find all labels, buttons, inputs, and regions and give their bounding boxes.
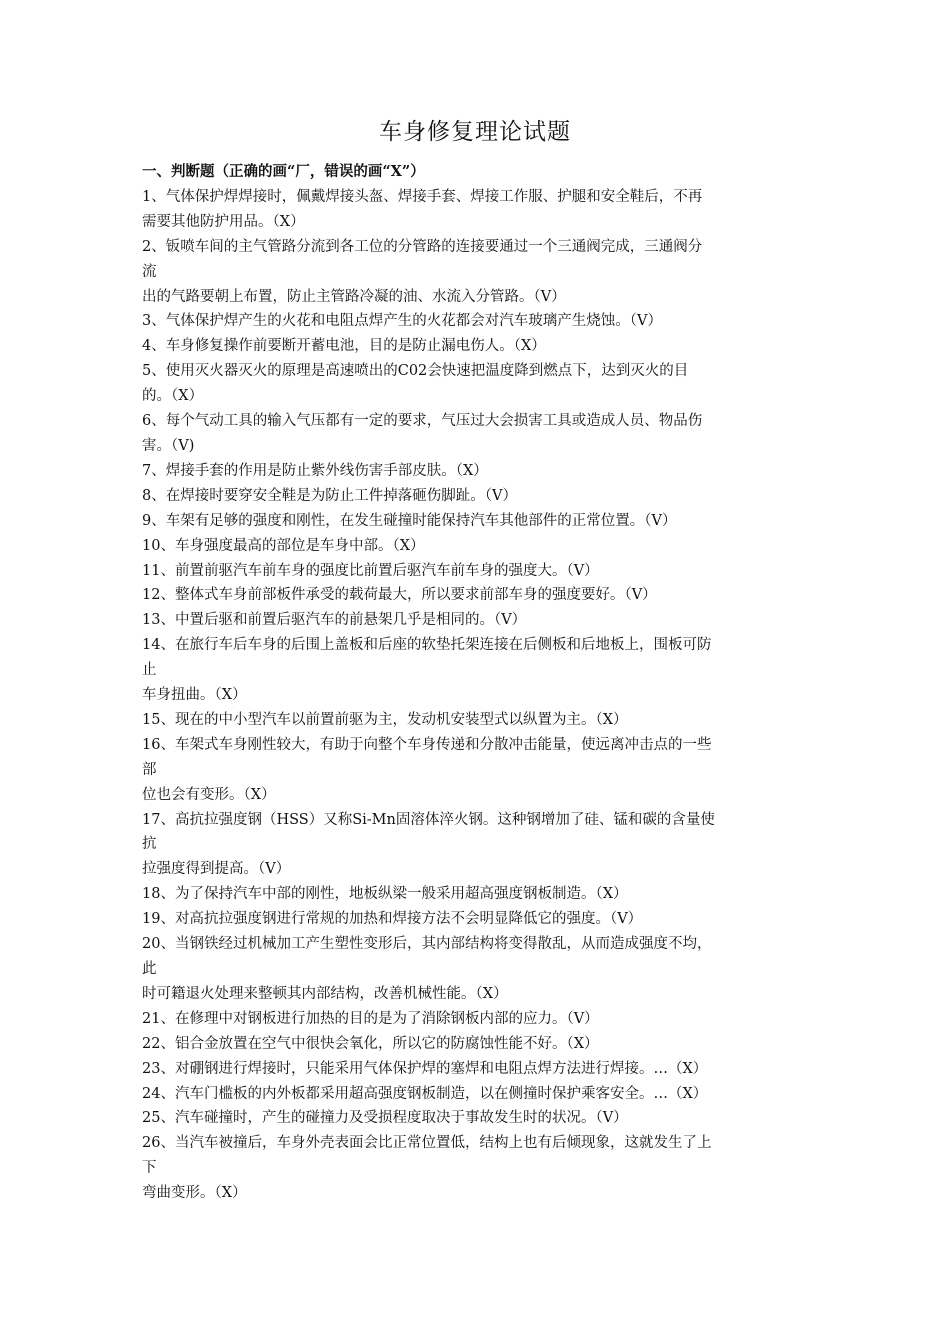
question-line: 16、车架式车身刚性较大，有助于向整个车身传递和分散冲击能量，使远离冲击点的一些 bbox=[142, 736, 712, 753]
question-line: 拉强度得到提高。（V） bbox=[142, 861, 291, 878]
question-line: 的。（X） bbox=[142, 388, 204, 405]
document-title: 车身修复理论试题 bbox=[379, 119, 571, 145]
question-line: 抗 bbox=[142, 836, 157, 853]
question-line: 4、车身修复操作前要断开蓄电池，目的是防止漏电伤人。（X） bbox=[142, 338, 546, 355]
question-line: 1、气体保护焊焊接时，佩戴焊接头盔、焊接手套、焊接工作服、护腿和安全鞋后，不再 bbox=[142, 188, 703, 205]
question-line: 17、高抗拉强度钢（HSS）又称Si-Mn固溶体淬火钢。这种钢增加了硅、锰和碳的含量使 bbox=[142, 811, 715, 828]
question-line: 19、对高抗拉强度钢进行常规的加热和焊接方法不会明显降低它的强度。（V） bbox=[142, 911, 643, 928]
question-line: 车身扭曲。（X） bbox=[142, 687, 247, 704]
question-line: 7、焊接手套的作用是防止紫外线伤害手部皮肤。（X） bbox=[142, 462, 488, 479]
question-line: 弯曲变形。（X） bbox=[142, 1185, 247, 1202]
question-line: 14、在旅行车后车身的后围上盖板和后座的软垫托架连接在后侧板和后地板上，围板可防 bbox=[142, 637, 712, 654]
question-line: 下 bbox=[142, 1160, 157, 1177]
question-line: 22、铝合金放置在空气中很快会氧化，所以它的防腐蚀性能不好。（X） bbox=[142, 1035, 599, 1052]
question-line: 23、对硼钢进行焊接时，只能采用气体保护焊的塞焊和电阻点焊方法进行焊接。…（X） bbox=[142, 1060, 708, 1077]
section-heading: 一、判断题（正确的画“厂，错误的画“X”） bbox=[142, 163, 425, 180]
question-line: 5、使用灭火器灭火的原理是高速喷出的C02会快速把温度降到燃点下，达到灭火的目 bbox=[142, 363, 689, 380]
question-line: 24、汽车门槛板的内外板都采用超高强度钢板制造，以在侧撞时保护乘客安全。…（X） bbox=[142, 1085, 708, 1102]
question-line: 位也会有变形。（X） bbox=[142, 786, 276, 803]
question-line: 出的气路要朝上布置，防止主管路冷凝的油、水流入分管路。（V） bbox=[142, 288, 566, 305]
question-line: 需要其他防护用品。（X） bbox=[142, 213, 305, 230]
question-lines bbox=[142, 185, 814, 1206]
question-line: 15、现在的中小型汽车以前置前驱为主，发动机安装型式以纵置为主。（X） bbox=[142, 711, 628, 728]
question-list bbox=[142, 160, 814, 1206]
question-line: 11、前置前驱汽车前车身的强度比前置后驱汽车前车身的强度大。（V） bbox=[142, 562, 599, 579]
question-line: 3、气体保护焊产生的火花和电阻点焊产生的火花都会对汽车玻璃产生烧蚀。（V） bbox=[142, 313, 662, 330]
question-line: 时可籍退火处理来整顿其内部结构，改善机械性能。（X） bbox=[142, 985, 508, 1002]
question-line: 2、钣喷车间的主气管路分流到各工位的分管路的连接要通过一个三通阀完成，三通阀分 bbox=[142, 238, 703, 255]
question-line: 26、当汽车被撞后，车身外壳表面会比正常位置低，结构上也有后倾现象，这就发生了上 bbox=[142, 1135, 712, 1152]
question-line: 6、每个气动工具的输入气压都有一定的要求，气压过大会损害工具或造成人员、物品伤 bbox=[142, 413, 703, 430]
question-line: 9、车架有足够的强度和刚性，在发生碰撞时能保持汽车其他部件的正常位置。（V） bbox=[142, 512, 677, 529]
question-line: 12、整体式车身前部板件承受的载荷最大，所以要求前部车身的强度要好。（V） bbox=[142, 587, 657, 604]
question-line: 25、汽车碰撞时，产生的碰撞力及受损程度取决于事故发生时的状况。（V） bbox=[142, 1110, 628, 1127]
question-line: 部 bbox=[142, 761, 157, 778]
question-line: 害。（V) bbox=[142, 437, 195, 454]
question-line: 18、为了保持汽车中部的刚性，地板纵梁一般采用超高强度钢板制造。（X） bbox=[142, 886, 628, 903]
question-line: 10、车身强度最高的部位是车身中部。（X） bbox=[142, 537, 425, 554]
question-line: 13、中置后驱和前置后驱汽车的前悬架几乎是相同的。（V） bbox=[142, 612, 527, 629]
question-line: 止 bbox=[142, 662, 157, 679]
question-line: 流 bbox=[142, 263, 157, 280]
question-line: 此 bbox=[142, 961, 157, 977]
question-line: 21、在修理中对钢板进行加热的目的是为了消除钢板内部的应力。（V） bbox=[142, 1010, 599, 1027]
question-line: 8、在焊接时要穿安全鞋是为防止工件掉落砸伤脚趾。（V） bbox=[142, 487, 517, 504]
question-line: 20、当钢铁经过机械加工产生塑性变形后，其内部结构将变得散乱，从而造成强度不均， bbox=[142, 936, 712, 953]
